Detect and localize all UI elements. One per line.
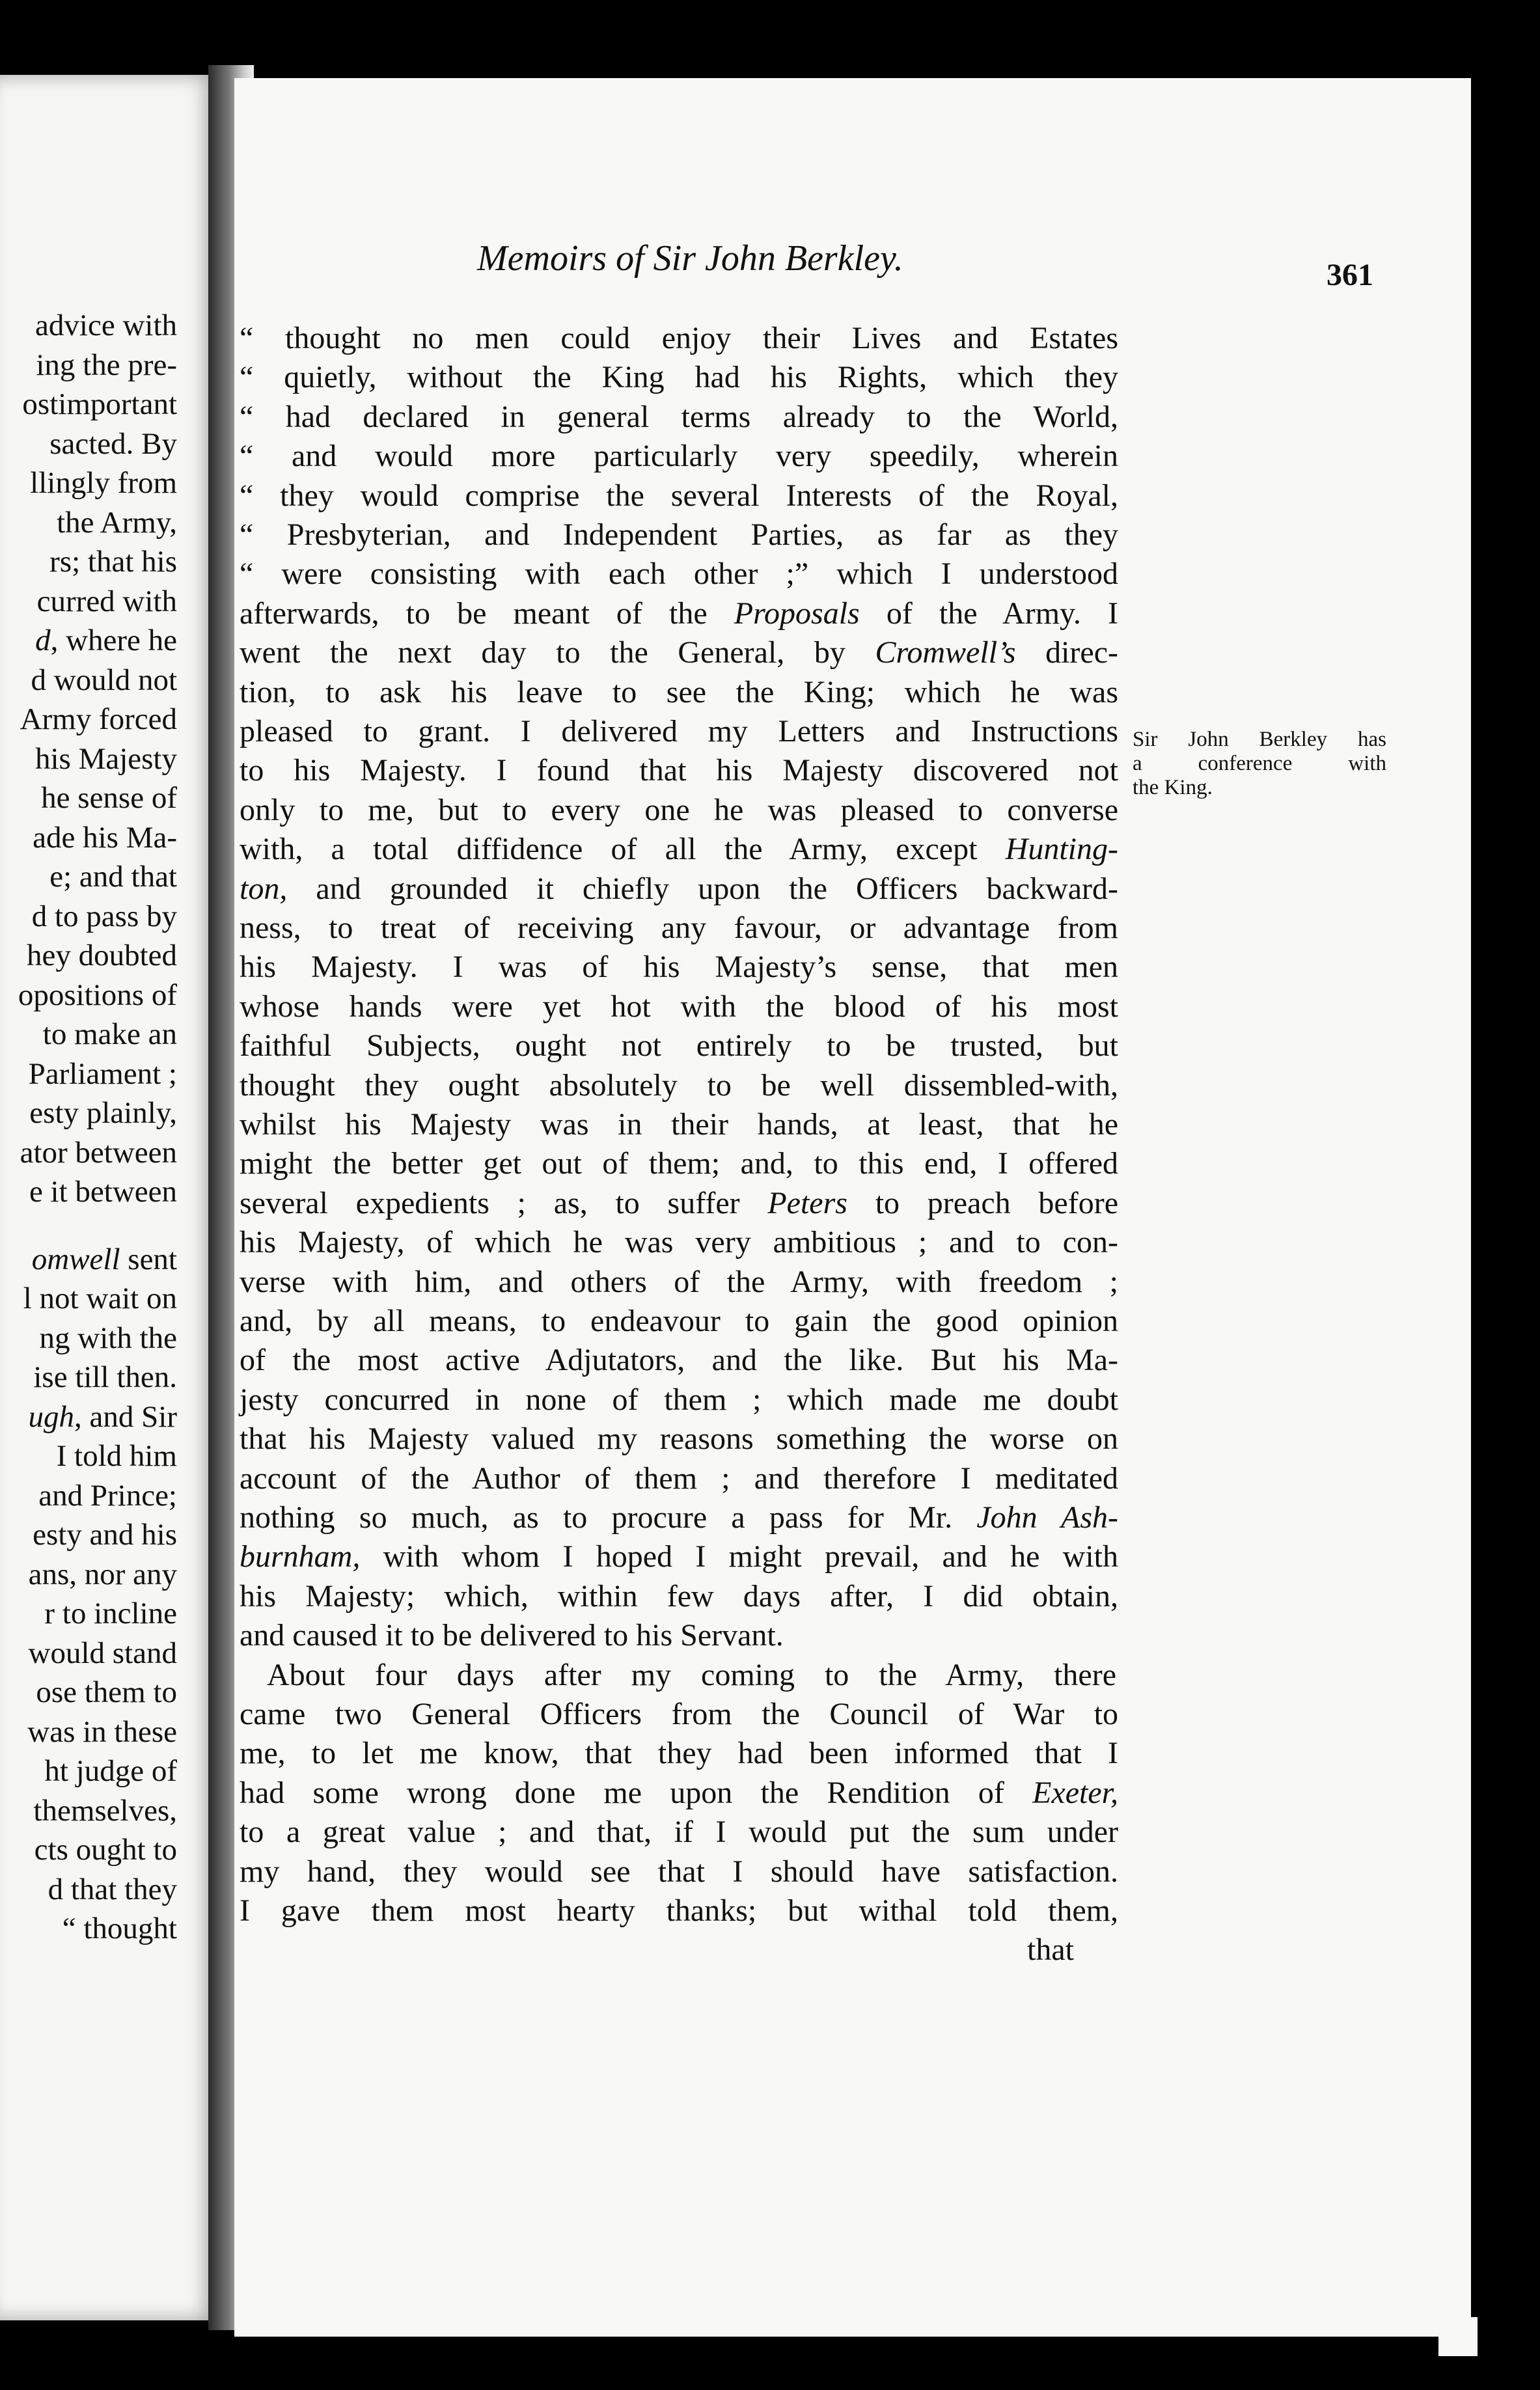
- body-text-line: [240, 1616, 784, 1655]
- body-text-content: “ thought no men could enjoy their Lives and Estates: [240, 321, 1118, 355]
- body-text-content: About four days after my coming to the Army, there: [267, 1657, 1116, 1692]
- body-text-line: [240, 319, 1118, 358]
- left-page-line: his Majesty: [34, 741, 177, 776]
- left-page-line: ing the pre-: [36, 348, 177, 382]
- body-text-line: [240, 1420, 1118, 1459]
- left-page-line: e it between: [29, 1175, 177, 1209]
- left-page-line: “ thought: [62, 1912, 177, 1945]
- left-page-line: to make an: [42, 1017, 177, 1051]
- body-text-content: went the next day to the General, by Cromwell’s direc-: [240, 635, 1118, 670]
- body-text-line: [240, 1695, 1118, 1734]
- body-text-line: [240, 1105, 1118, 1144]
- body-text-content: came two General Officers from the Council of War to: [240, 1697, 1118, 1731]
- left-page-line: and Prince;: [38, 1478, 177, 1513]
- left-page-line: ugh, and Sir: [28, 1399, 177, 1434]
- left-page-line: ator between: [20, 1135, 177, 1170]
- body-text-line: [240, 1144, 1118, 1183]
- left-page-line: l not wait on: [23, 1282, 177, 1315]
- body-text-line: [240, 712, 1118, 751]
- body-text-content: his Majesty, of which he was very ambitious ; and to con-: [240, 1225, 1118, 1260]
- body-text-line: [240, 1852, 1118, 1891]
- body-text-content: jesty concurred in none of them ; which made me doubt: [240, 1382, 1118, 1417]
- body-text-content: several expedients ; as, to suffer Peters to preach before: [240, 1185, 1119, 1220]
- left-page-line: esty and his: [33, 1518, 177, 1552]
- page-edge: [1438, 2317, 1478, 2356]
- left-page-line: hey doubted: [26, 939, 177, 972]
- body-text-content: afterwards, to be meant of the Proposals of the Army. I: [240, 596, 1119, 631]
- body-text-line: [240, 751, 1118, 790]
- catchword: [1027, 1930, 1074, 1970]
- left-page-line: ht judge of: [44, 1754, 177, 1788]
- body-text-content: whilst his Majesty was in their hands, at least, that he: [240, 1107, 1118, 1142]
- body-text-line: [240, 633, 1118, 672]
- body-text-content: his Majesty; which, within few days after, I did obtain,: [240, 1578, 1118, 1614]
- body-text-content: tion, to ask his leave to see the King; which he was: [240, 674, 1118, 709]
- left-page-line: would stand: [28, 1636, 177, 1670]
- left-page-line: ise till then.: [33, 1360, 177, 1394]
- left-page-line: I told him: [56, 1439, 177, 1473]
- body-text-content: “ were consisting with each other ;” which I understood: [240, 556, 1118, 592]
- body-text-content: ness, to treat of receiving any favour, or advantage from: [240, 911, 1118, 945]
- body-text-line: [240, 437, 1118, 476]
- side-note-line: the King.: [1133, 776, 1213, 799]
- body-text-content: account of the Author of them ; and therefore I meditated: [240, 1461, 1118, 1496]
- body-text-line: [240, 1302, 1118, 1341]
- body-text-line: [240, 1813, 1118, 1852]
- left-page-line: cts ought to: [34, 1833, 177, 1867]
- left-page-line: e; and that: [49, 860, 177, 894]
- body-text-line: [240, 1537, 1118, 1576]
- left-page-line: d, where he: [35, 624, 177, 657]
- body-text-line: [240, 1263, 1118, 1302]
- left-page-line: llingly from: [30, 466, 177, 500]
- body-text-line: [240, 1459, 1118, 1498]
- body-text-content: his Majesty. I was of his Majesty’s sense, that men: [240, 950, 1118, 985]
- body-text-content: “ Presbyterian, and Independent Parties, as far as they: [240, 517, 1118, 552]
- body-text-line: [240, 1223, 1118, 1262]
- body-text-content: “ they would comprise the several Interests of the Royal,: [240, 478, 1118, 513]
- body-text-content: burnham, with whom I hoped I might prevail, and he with: [240, 1539, 1118, 1574]
- page-number: 361: [1327, 258, 1373, 292]
- body-text-line: [240, 1498, 1118, 1537]
- left-page-line: ose them to: [36, 1675, 177, 1709]
- running-head: Memoirs of Sir John Berkley.: [477, 238, 903, 279]
- body-text-line: [240, 870, 1118, 909]
- body-text-line: [240, 594, 1118, 633]
- body-text-line: [240, 1891, 1118, 1930]
- left-page-line: rs; that his: [49, 545, 177, 579]
- body-text-line: [240, 1734, 1118, 1773]
- body-text-content: to his Majesty. I found that his Majesty discovered not: [240, 753, 1118, 788]
- left-page-line: themselves,: [33, 1793, 177, 1828]
- left-page-line: Parliament ;: [28, 1056, 177, 1091]
- body-text-line: [240, 1380, 1118, 1420]
- body-text-line: [240, 673, 1118, 712]
- body-text-content: “ quietly, without the King had his Rights, which they: [240, 360, 1118, 395]
- body-text-content: and, by all means, to endeavour to gain the good opinion: [240, 1304, 1118, 1338]
- left-page-line: r to incline: [44, 1597, 177, 1630]
- body-text-line: [240, 909, 1118, 948]
- left-page-line: ans, nor any: [28, 1557, 177, 1591]
- body-text-line: [240, 1026, 1118, 1065]
- body-text-content: faithful Subjects, ought not entirely to be trusted, but: [240, 1028, 1118, 1064]
- body-text-content: whose hands were yet hot with the blood of his most: [240, 989, 1118, 1024]
- left-page-line: the Army,: [57, 505, 177, 540]
- side-note-line: Sir John Berkley has: [1133, 728, 1386, 751]
- body-text-line: [240, 515, 1118, 555]
- body-text-content: “ and would more particularly very speedily, wherein: [240, 439, 1118, 474]
- body-text-line: [240, 1066, 1118, 1105]
- left-page-line: advice with: [35, 309, 177, 342]
- left-page-line: he sense of: [41, 781, 177, 815]
- side-note-line: a conference with: [1133, 752, 1386, 775]
- body-text-line: [267, 1656, 1116, 1695]
- body-text-line: [240, 476, 1118, 515]
- left-page-line: d to pass by: [31, 899, 177, 933]
- left-facing-page: [0, 75, 218, 2320]
- left-page-line: ng with the: [39, 1321, 177, 1355]
- left-page-line: esty plainly,: [29, 1096, 177, 1130]
- body-text-line: [240, 555, 1118, 594]
- body-text-content: “ had declared in general terms already to the World,: [240, 399, 1118, 434]
- body-text-content: me, to let me know, that they had been informed that I: [240, 1736, 1118, 1771]
- body-text-content: with, a total diffidence of all the Army, except Hunting-: [240, 832, 1118, 867]
- left-page-line: sacted. By: [49, 426, 177, 461]
- body-text-content: had some wrong done me upon the Rendition of Exeter,: [240, 1775, 1118, 1810]
- body-text-line: [240, 1341, 1118, 1380]
- body-text-content: verse with him, and others of the Army, with freedom ;: [240, 1264, 1118, 1299]
- body-text-content: my hand, they would see that I should have satisfaction.: [240, 1854, 1118, 1889]
- body-text-content: and caused it to be delivered to his Servant.: [240, 1618, 784, 1653]
- body-text-line: [240, 830, 1118, 869]
- body-text-line: [240, 1774, 1118, 1813]
- left-page-line: d would not: [31, 663, 177, 697]
- body-text-content: that his Majesty valued my reasons something the worse on: [240, 1422, 1118, 1457]
- left-page-line: was in these: [27, 1714, 177, 1749]
- left-page-line: omwell sent: [31, 1242, 177, 1276]
- body-text-content: ton, and grounded it chiefly upon the Officers backward-: [240, 871, 1118, 906]
- body-text-content: nothing so much, as to procure a pass for Mr. John Ash-: [240, 1500, 1119, 1535]
- body-text-content: pleased to grant. I delivered my Letters and Instructions: [240, 714, 1118, 749]
- left-page-line: opositions of: [18, 978, 177, 1012]
- left-page-line: Army forced: [20, 702, 177, 736]
- side-note: [1133, 728, 1386, 800]
- body-text-content: to a great value ; and that, if I would put the sum under: [240, 1815, 1118, 1850]
- body-text-content: I gave them most hearty thanks; but withal told them,: [240, 1893, 1118, 1928]
- left-page-line: curred with: [36, 584, 177, 618]
- left-page-line: ade his Ma-: [33, 820, 177, 855]
- body-text-line: [240, 987, 1118, 1026]
- body-text-content: only to me, but to every one he was pleased to converse: [240, 792, 1118, 827]
- body-text-content: that: [1027, 1932, 1074, 1968]
- left-page-line: d that they: [48, 1872, 177, 1906]
- body-text-content: thought they ought absolutely to be well dissembled-with,: [240, 1067, 1118, 1103]
- body-text-content: of the most active Adjutators, and the like. But his Ma-: [240, 1343, 1118, 1378]
- body-text-line: [240, 358, 1118, 397]
- left-page-line: ostimportant: [22, 387, 177, 421]
- body-text-line: [240, 791, 1118, 830]
- body-text-line: [240, 1184, 1118, 1223]
- body-text-content: might the better get out of them; and, to this end, I offered: [240, 1146, 1118, 1181]
- body-text-line: [240, 948, 1118, 987]
- body-text-line: [240, 398, 1118, 437]
- body-text-line: [240, 1577, 1118, 1616]
